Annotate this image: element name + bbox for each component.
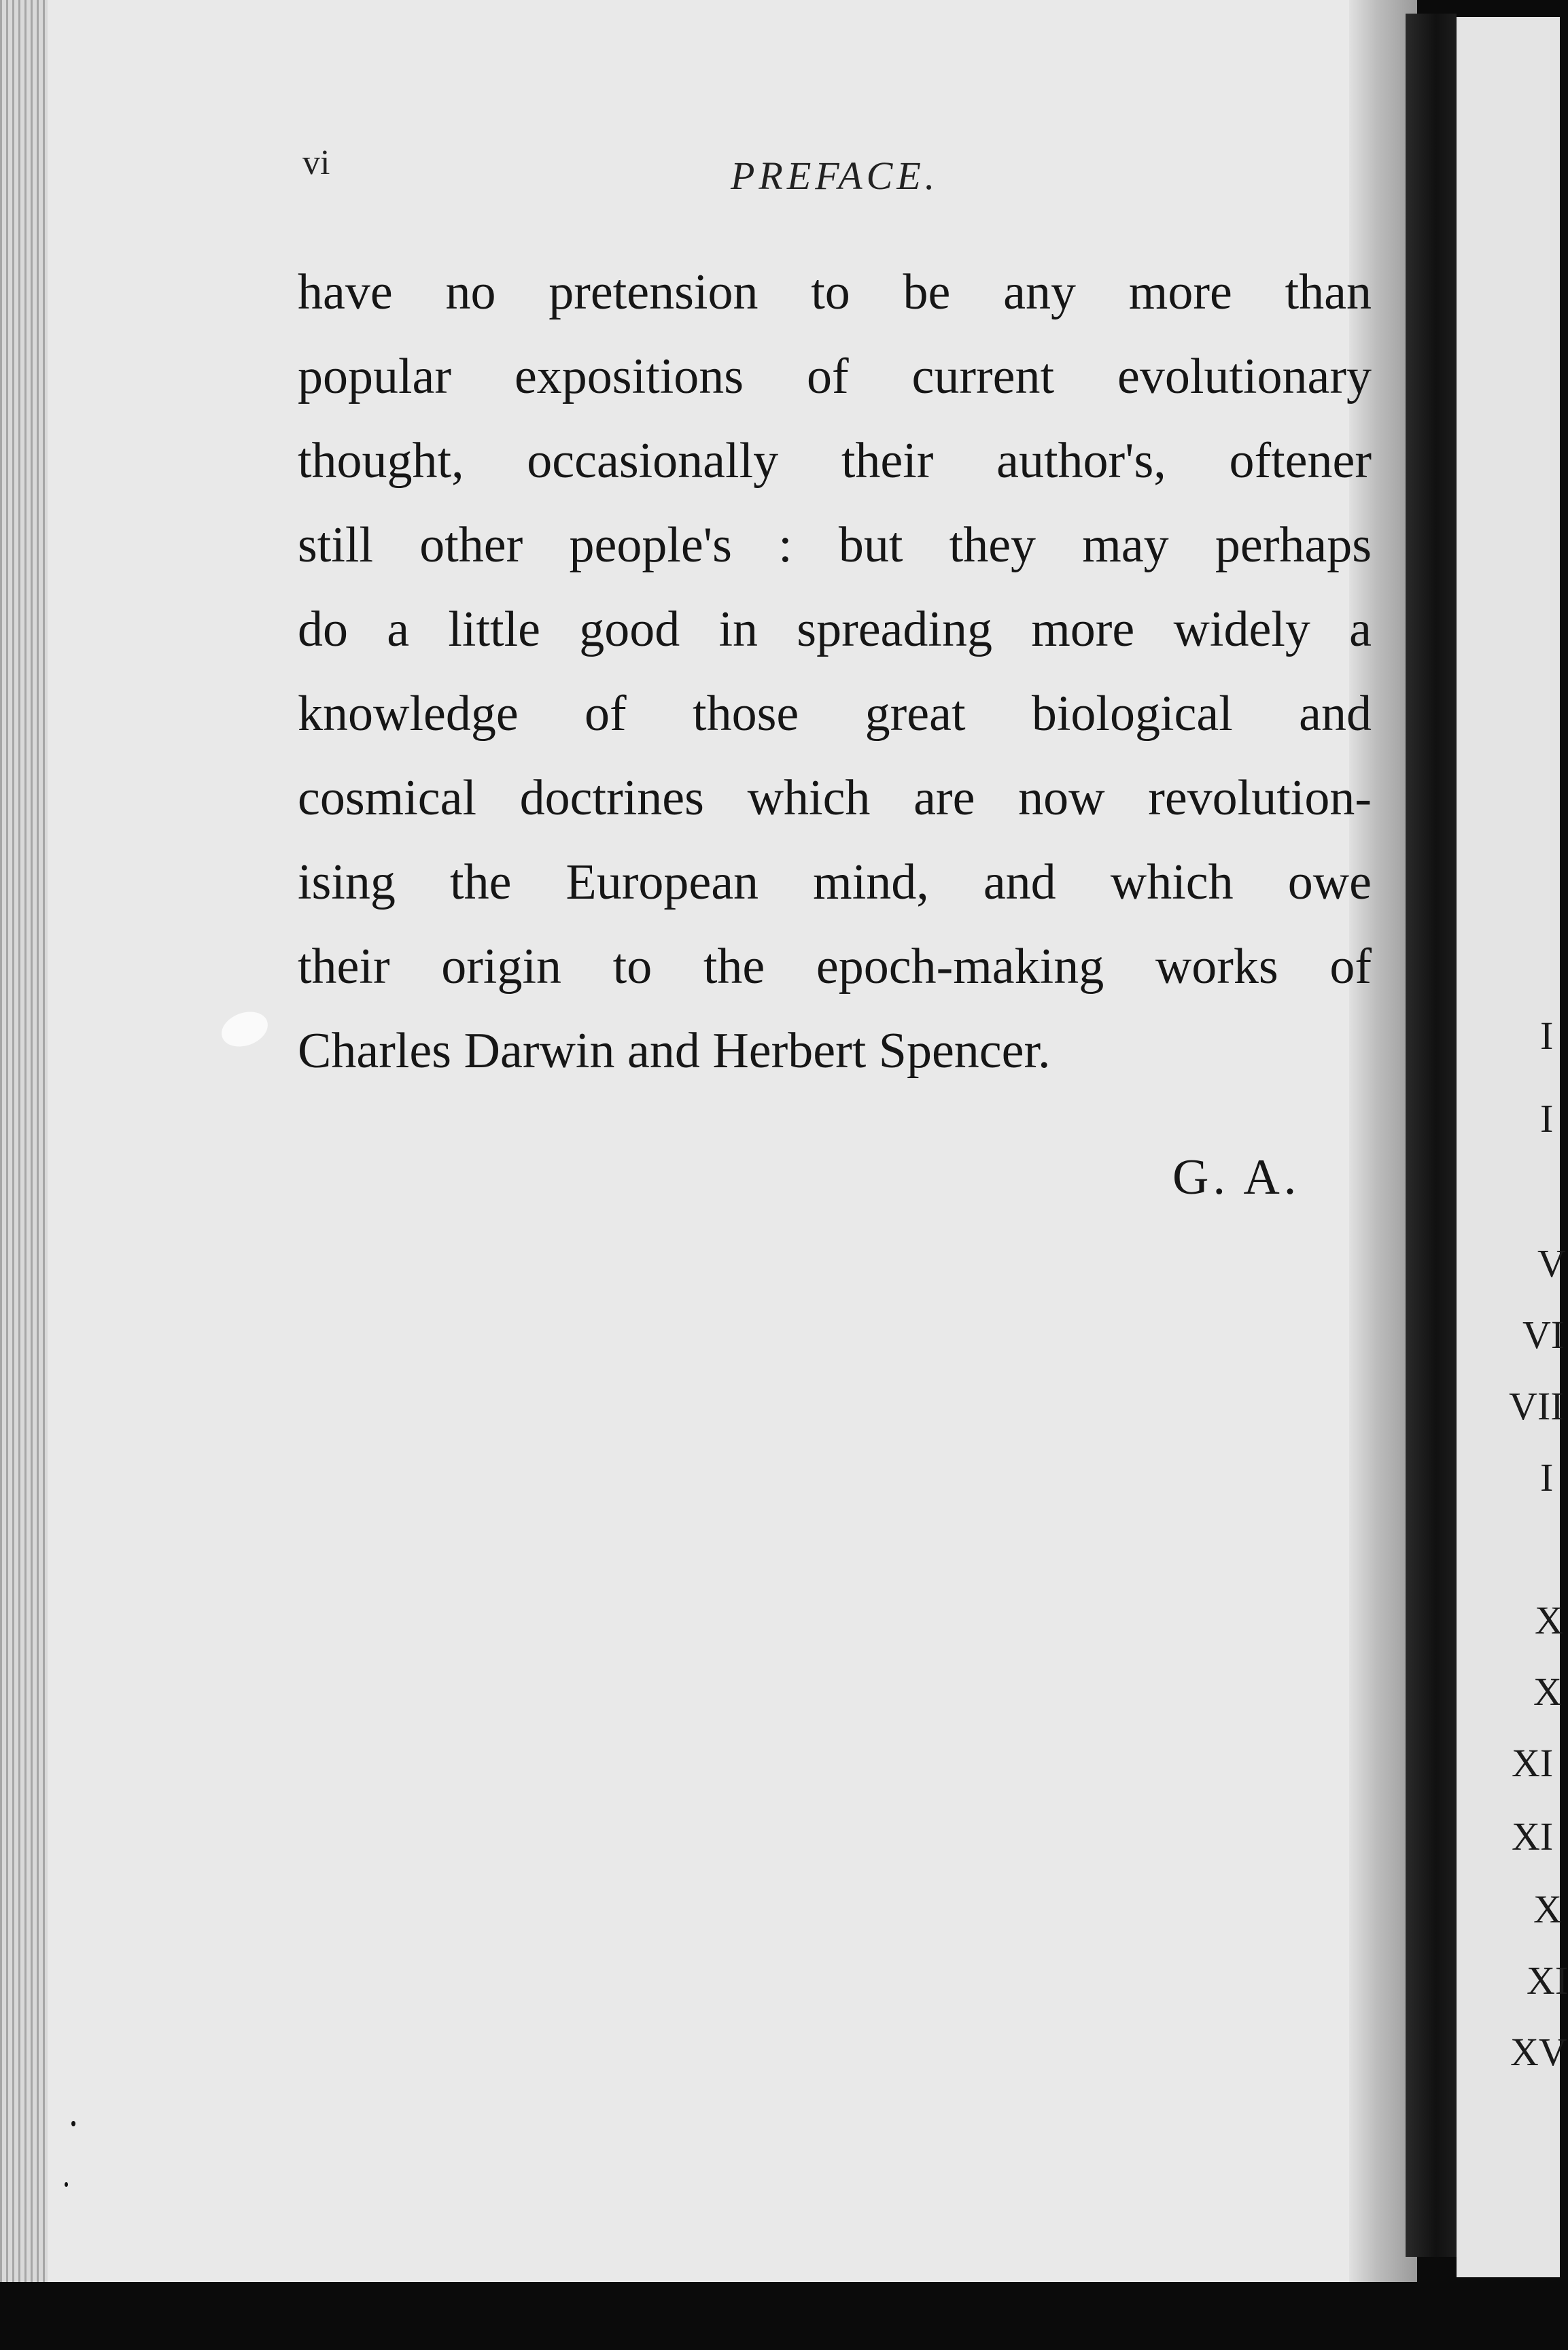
preface-text — [298, 250, 1372, 1093]
chapter-numeral: XI — [1512, 1814, 1554, 1859]
chapter-numeral: X — [1533, 1887, 1562, 1931]
facing-page — [1457, 17, 1560, 2277]
chapter-numeral: I — [1540, 1096, 1554, 1141]
running-head — [302, 143, 1363, 197]
chapter-numeral: XI — [1527, 1958, 1568, 2003]
text-line: do a little good in spreading more widely a — [298, 602, 1372, 657]
chapter-numeral: XI — [1512, 1741, 1554, 1785]
dust-speck — [65, 2182, 68, 2187]
page-number: vi — [302, 143, 330, 182]
chapter-numeral: I — [1540, 1014, 1554, 1058]
dust-speck — [71, 2121, 75, 2126]
chapter-numeral: VI — [1522, 1313, 1565, 1357]
text-line: their origin to the epoch-making works of — [298, 939, 1372, 995]
chapter-numeral: I — [1540, 1455, 1554, 1500]
text-line: knowledge of those great biological and — [298, 686, 1372, 742]
text-line: Charles Darwin and Herbert Spencer. — [298, 1023, 1051, 1079]
running-title: PREFACE. — [731, 154, 939, 198]
chapter-numeral: XV — [1510, 2030, 1567, 2074]
paper-smudge — [217, 1005, 273, 1052]
chapter-numeral: V — [1537, 1241, 1566, 1285]
text-line: cosmical doctrines which are now revolution- — [298, 770, 1372, 826]
chapter-numeral: VII — [1509, 1384, 1564, 1428]
chapter-numeral: X — [1533, 1670, 1562, 1714]
text-line: thought, occasionally their author's, oftener — [298, 433, 1372, 489]
chapter-numeral: X — [1535, 1598, 1563, 1642]
text-line: still other people's : but they may perhaps — [298, 517, 1372, 573]
author-signature: G. A. — [1172, 1150, 1301, 1205]
page-edges — [0, 0, 48, 2282]
book-spine-shadow — [1406, 14, 1457, 2257]
text-line: popular expositions of current evolutionary — [298, 349, 1372, 404]
text-line: have no pretension to be any more than — [298, 264, 1372, 320]
text-line: ising the European mind, and which owe — [298, 854, 1372, 910]
